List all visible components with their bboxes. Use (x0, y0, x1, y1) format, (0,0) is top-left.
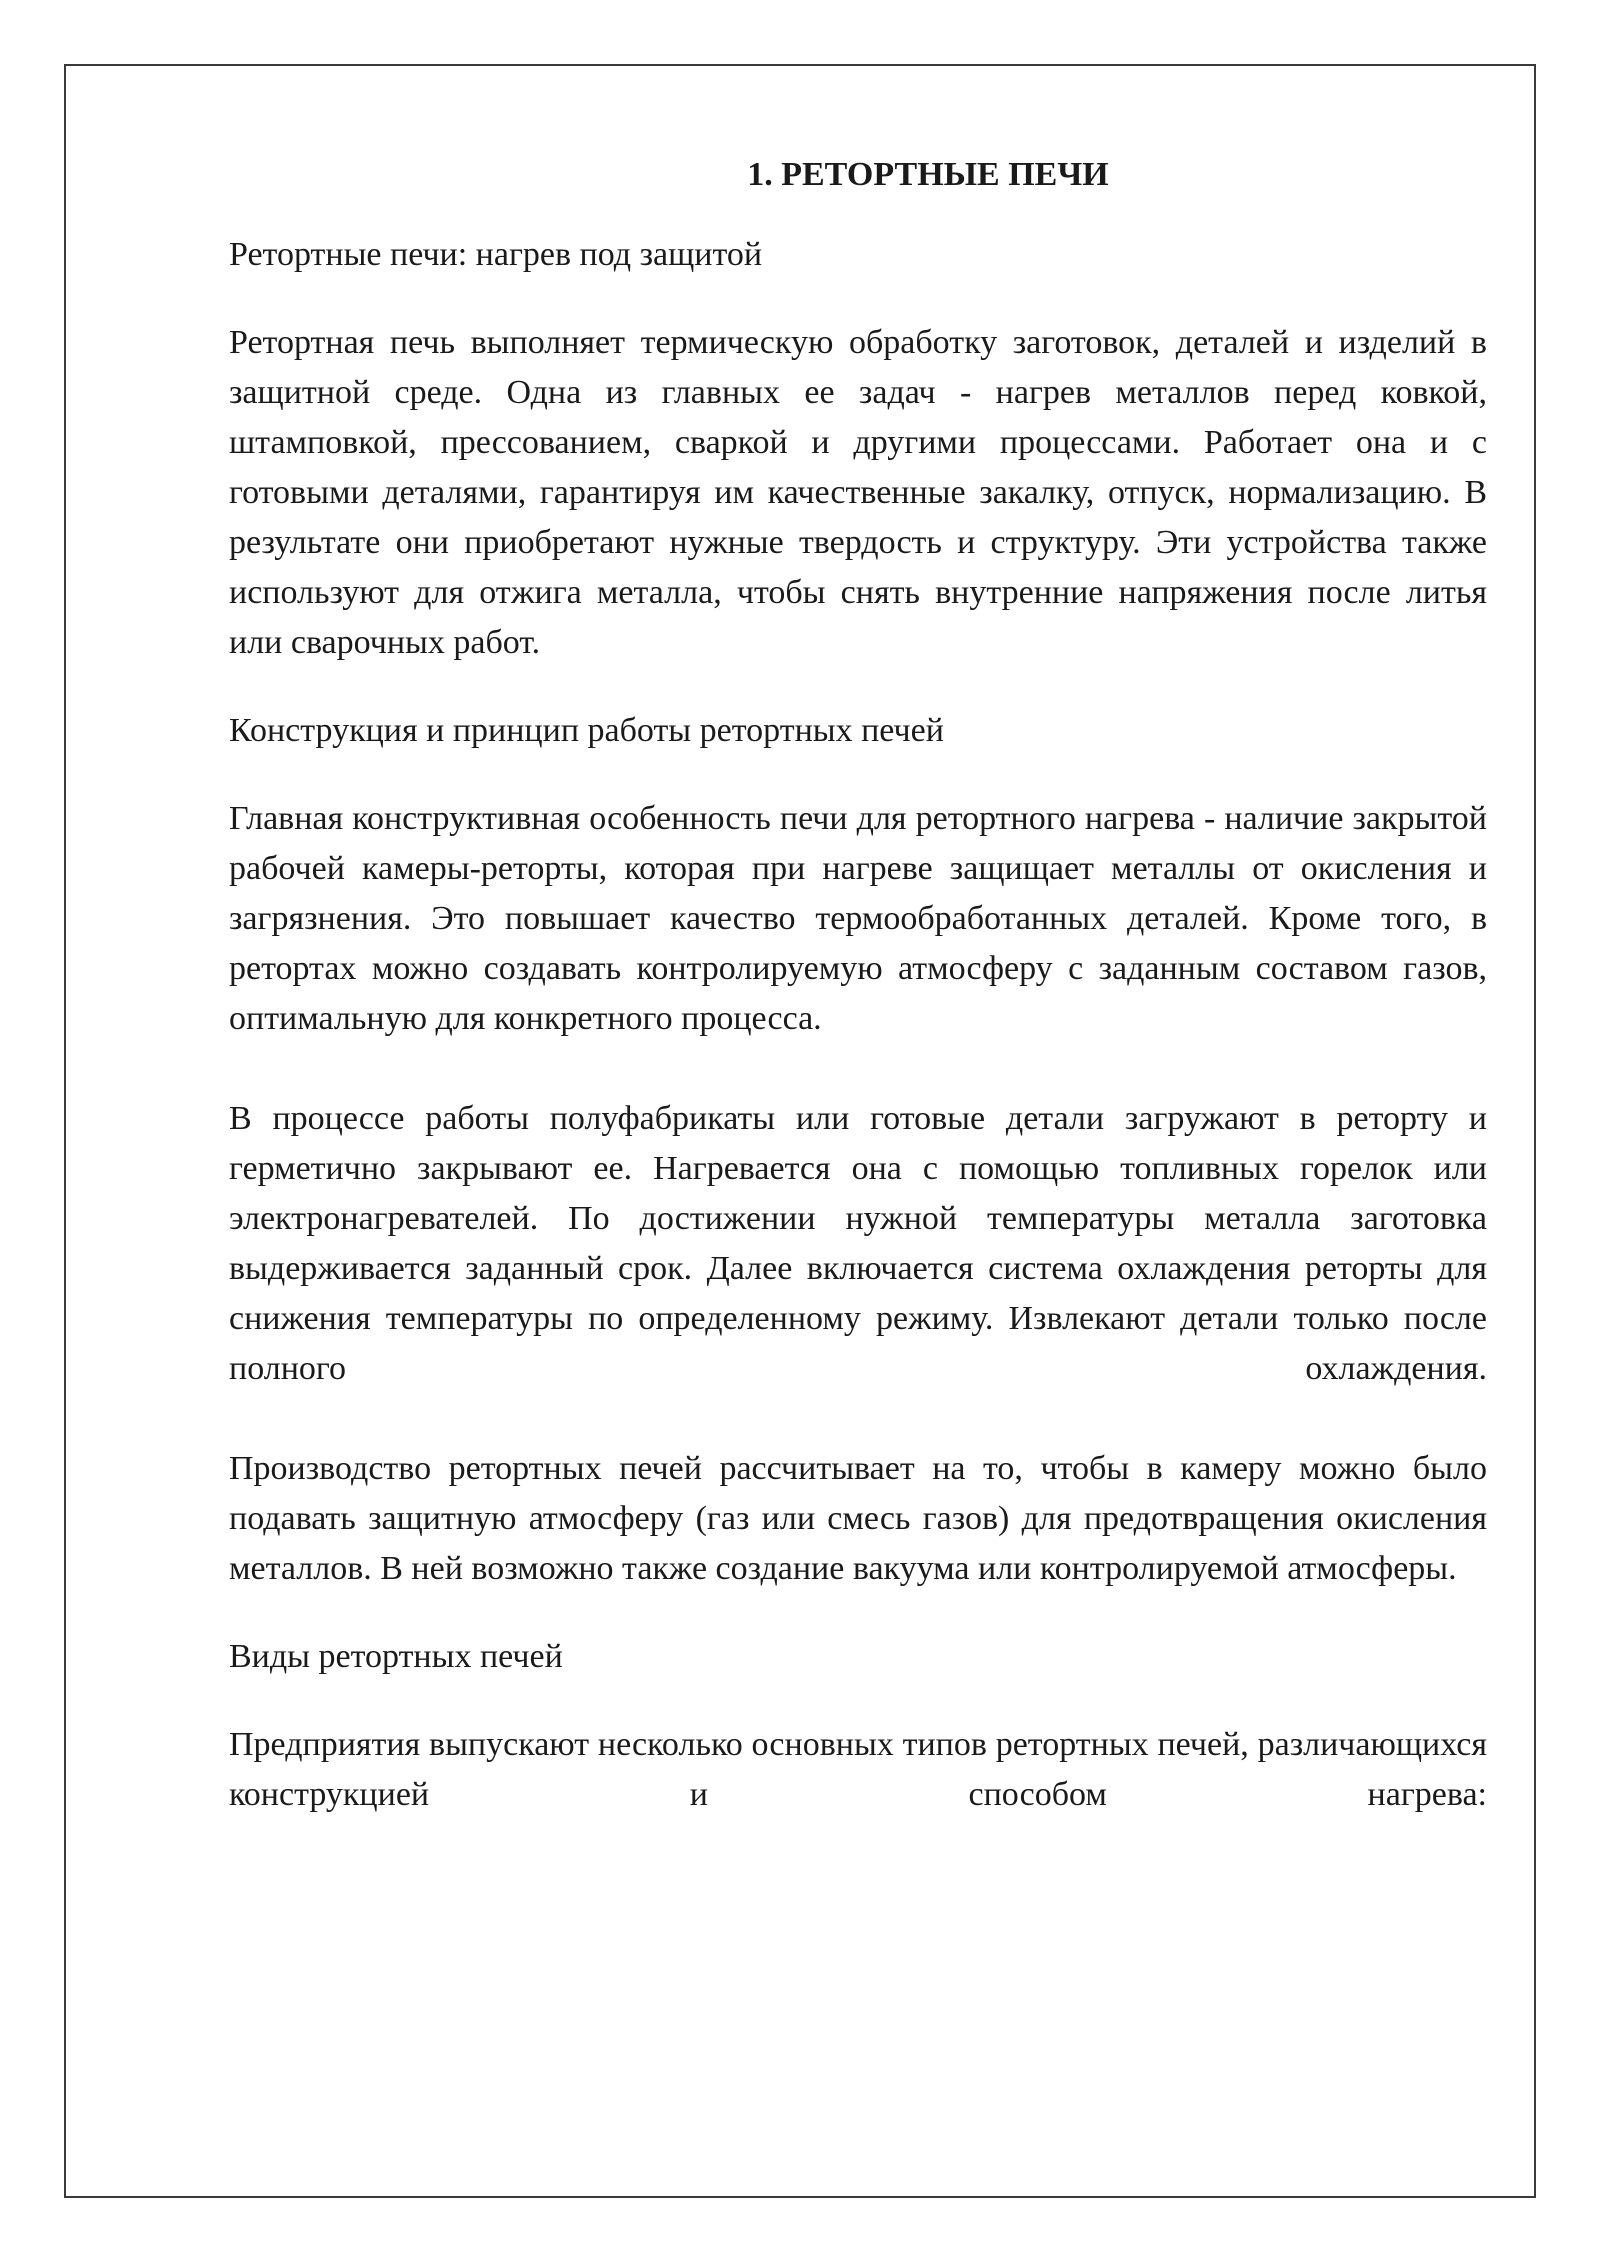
paragraph-process: В процессе работы полуфабрикаты или готовые детали загружают в реторту и герметично закрывают ее. Нагревается она с помощью топливных горелок или электронагревателей. По достижении нужной температуры металла заготовка выдерживается заданный срок. Далее включается система охлаждения реторты для снижения температуры по определенному режиму. Извлекают детали только после полного охлаждения. (229, 1100, 1487, 1387)
paragraph-types: Предприятия выпускают несколько основных типов ретортных печей, различающихся конструкцией и способом нагрева: (229, 1726, 1487, 1813)
paragraph-construction: Главная конструктивная особенность печи для ретортного нагрева - наличие закрытой рабочей камеры-реторты, которая при нагреве защищает металлы от окисления и загрязнения. Это повышает качество термообработанных деталей. Кроме того, в ретортах можно создавать контролируемую атмосферу с заданным составом газов, оптимальную для конкретного процесса. (229, 800, 1487, 1037)
document-title: 1. РЕТОРТНЫЕ ПЕЧИ (747, 156, 1109, 193)
paragraph-production: Производство ретортных печей рассчитывает на то, чтобы в камеру можно было подавать защитную атмосферу (газ или смесь газов) для предотвращения окисления металлов. В ней возможно также создание вакуума или контролируемой атмосферы. (229, 1450, 1487, 1587)
subheading-construction: Конструкция и принцип работы ретортных печей (229, 712, 944, 749)
subheading-intro: Ретортные печи: нагрев под защитой (229, 236, 763, 273)
subheading-types: Виды ретортных печей (229, 1638, 563, 1675)
paragraph-intro: Ретортная печь выполняет термическую обработку заготовок, деталей и изделий в защитной среде. Одна из главных ее задач - нагрев металлов перед ковкой, штамповкой, прессованием, сваркой и другими процессами. Работает она и с готовыми деталями, гарантируя им качественные закалку, отпуск, нормализацию. В результате они приобретают нужные твердость и структуру. Эти устройства также используют для отжига металла, чтобы снять внутренние напряжения после литья или сварочных работ. (229, 324, 1487, 661)
document-body (229, 150, 1487, 1858)
